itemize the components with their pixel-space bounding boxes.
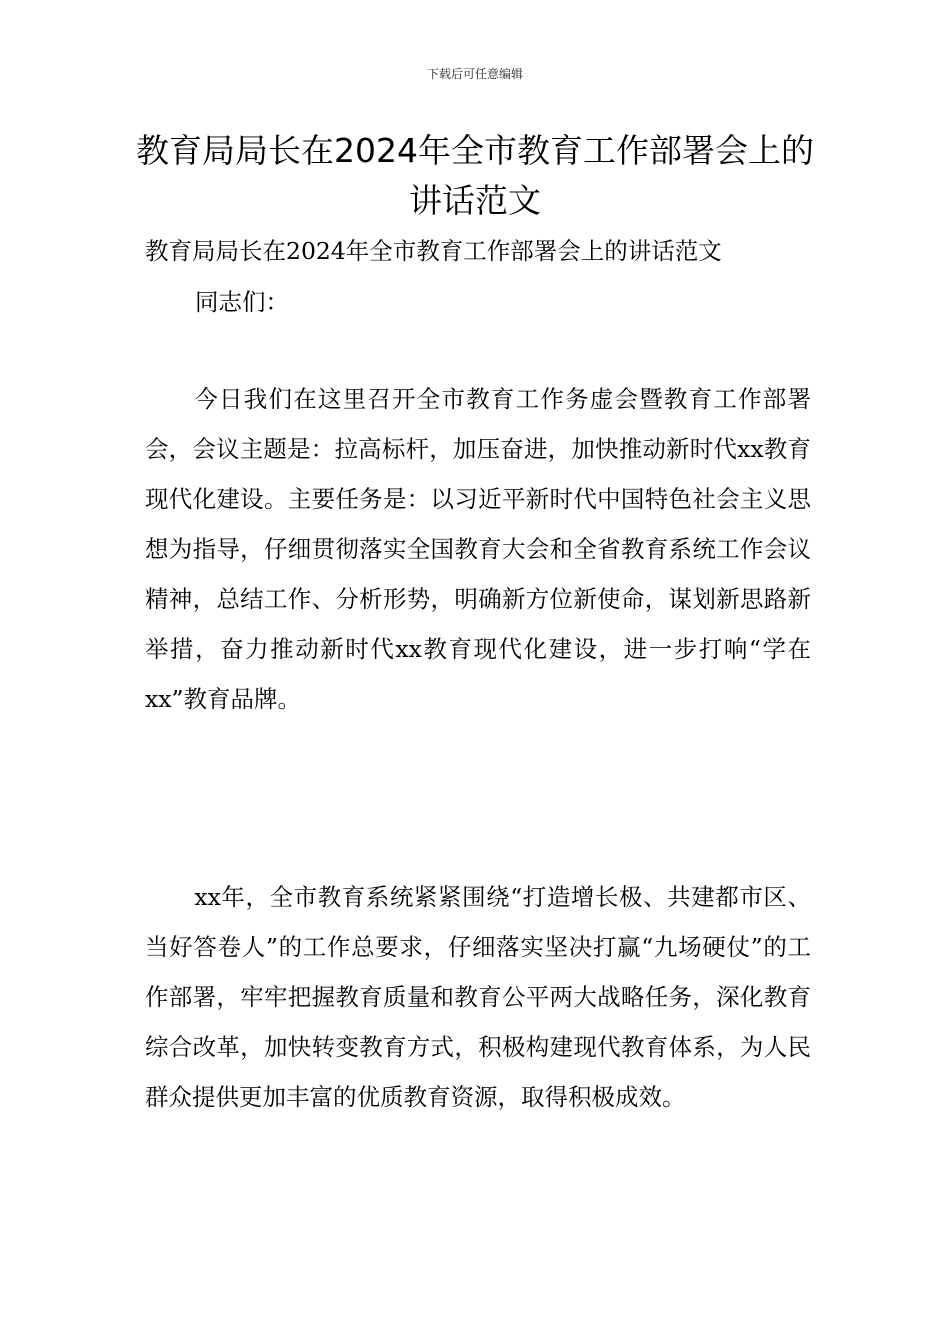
greeting: 同志们： (195, 288, 289, 316)
paragraph: xx年，全市教育系统紧紧围绕“打造增长极、共建都市区、当好答卷人”的工作总要求，仔细落实坚决打赢“九场硬仗”的工作部署，牢牢把握教育质量和教育公平两大战略任务，深化教育综合改革，加快转变教育方式，积极构建现代教育体系，为人民群众提供更加丰富的优质教育资源，取得积极成效。 (145, 883, 811, 1111)
header-note: 下载后可任意编辑 (426, 67, 523, 81)
document-title: 教育局局长在2024年全市教育工作部署会上的讲话范文 (136, 131, 814, 220)
document-subtitle: 教育局局长在2024年全市教育工作部署会上的讲话范文 (145, 237, 722, 265)
paragraph: 今日我们在这里召开全市教育工作务虚会暨教育工作部署会，会议主题是：拉高标杆，加压奋进，加快推动新时代xx教育现代化建设。主要任务是：以习近平新时代中国特色社会主义思想为指导，仔细贯彻落实全国教育大会和全省教育系统工作会议精神，总结工作、分析形势，明确新方位新使命，谋划新思路新举措，奋力推动新时代xx教育现代化建设，进一步打响“学在xx”教育品牌。 (145, 385, 811, 713)
